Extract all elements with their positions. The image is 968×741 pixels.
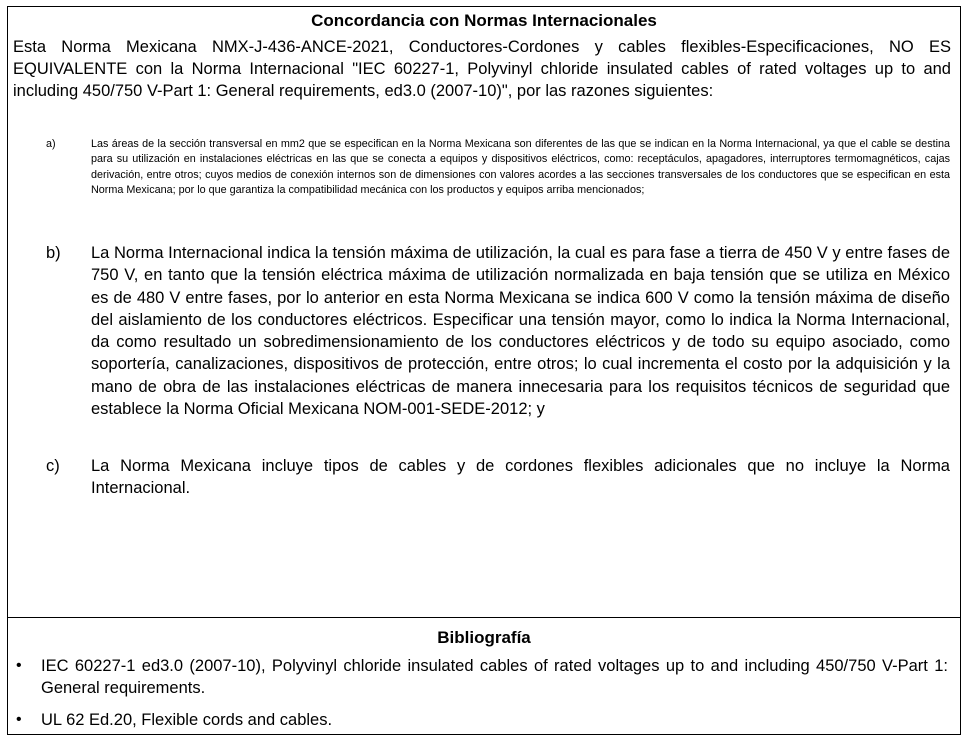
list-item xyxy=(8,709,960,731)
list-item xyxy=(8,655,960,699)
reason-item-b xyxy=(46,242,950,420)
section-divider xyxy=(8,617,960,618)
bibliografia-section xyxy=(8,619,960,734)
reason-label-c: c) xyxy=(46,457,60,475)
bibliography-entry: IEC 60227-1 ed3.0 (2007-10), Polyvinyl chloride insulated cables of rated voltages up to and including 450/750 V-Part 1: General requirements. xyxy=(41,657,948,697)
bullet-icon: • xyxy=(16,711,22,728)
bullet-icon: • xyxy=(16,657,22,674)
reason-label-a: a) xyxy=(46,138,56,150)
reason-text-c: La Norma Mexicana incluye tipos de cables y de cordones flexibles adicionales que no incluye la Norma Internacional. xyxy=(91,457,950,497)
reason-text-b: La Norma Internacional indica la tensión máxima de utilización, la cual es para fase a tierra de 450 V y entre fases de 750 V, en tanto que la tensión eléctrica máxima de utilización normalizada en baja tensión que se utiliza en México es de 480 V entre fases, por lo anterior en esta Norma Mexicana se indica 600 V como la tensión máxima de diseño del aislamiento de los conductores eléctricos. Especificar una tensión mayor, como lo indica la Norma Internacional, da como resultado un sobredimensionamiento de los conductores eléctricos y de todo su equipo asociado, como soportería, canalizaciones, dispositivos de protección, entre otros; lo cual incrementa el costo por la adquisición y la mano de obra de las instalaciones eléctricas de manera innecesaria para los requisitos técnicos de seguridad que establece la Norma Oficial Mexicana NOM-001-SEDE-2012; y xyxy=(91,244,950,419)
bibliografia-heading: Bibliografía xyxy=(437,628,531,647)
reason-text-a: Las áreas de la sección transversal en mm2 que se especifican en la Norma Mexicana son diferentes de las que se indican en la Norma Internacional, ya que el cable se destina para su utilización en instalaciones eléctricas en las que se conecta a equipos y dispositivos eléctricos, como: receptáculos, apagadores, interruptores termomagnéticos, cajas derivación, entre otros; cuyos medios de conexión internos son de dimensiones con valores acordes a las secciones transversales de los conductores que se especifican en esta Norma Mexicana; por lo que garantiza la compatibilidad mecánica con los productos y equipos arriba mencionados; xyxy=(91,138,950,197)
reason-label-b: b) xyxy=(46,244,61,262)
reason-item-a xyxy=(46,137,950,199)
concordancia-section xyxy=(8,7,960,617)
bibliografia-list xyxy=(8,655,960,741)
concordancia-heading: Concordancia con Normas Internacionales xyxy=(311,11,657,30)
document-frame xyxy=(7,6,961,735)
bibliography-entry: UL 62 Ed.20, Flexible cords and cables. xyxy=(41,711,333,729)
reason-item-c xyxy=(46,455,950,499)
concordancia-intro: Esta Norma Mexicana NMX-J-436-ANCE-2021, Conductores-Cordones y cables flexibles-Especificaciones, NO ES EQUIVALENTE con la Norma Internacional "IEC 60227-1, Polyvinyl chloride insulated cables of rated voltages up to and including 450/750 V-Part 1: General requirements, ed3.0 (2007-10)", por las razones siguientes: xyxy=(13,38,951,100)
